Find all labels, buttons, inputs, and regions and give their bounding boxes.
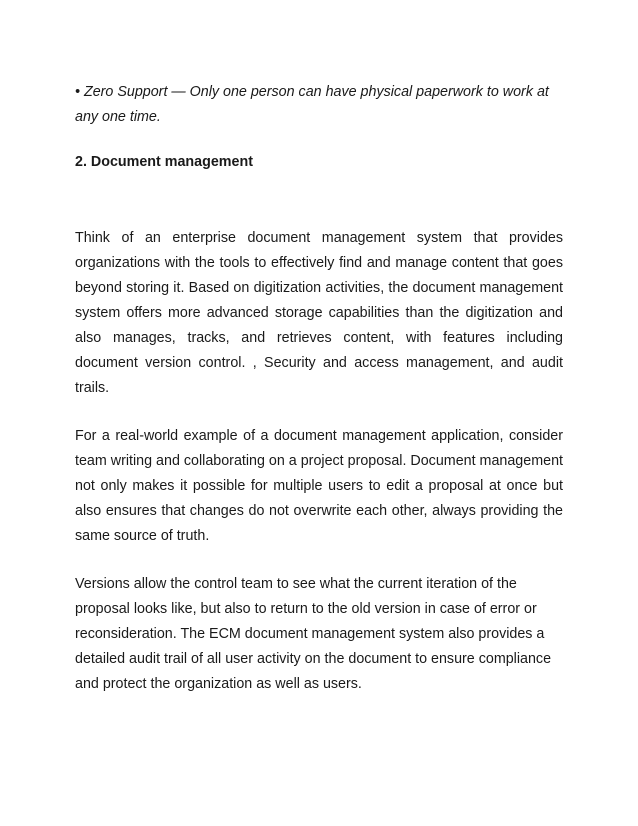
paragraph-example: For a real-world example of a document management application, consider team writing and collaborating on a project proposal. Document management not only makes it possible for multiple users to edit a proposal at once but also ensures that changes do not overwrite each other, always providing the same source of truth.	[75, 428, 563, 544]
paragraph-definition: Think of an enterprise document management system that provides organizations with the tools to effectively find and manage content that goes beyond storing it. Based on digitization activities, the document management system offers more advanced storage capabilities than the digitization and also manages, tracks, and retrieves content, with features including document version control. , Security and access management, and audit trails.	[75, 230, 563, 396]
paragraph-versions: Versions allow the control team to see what the current iteration of the proposal looks like, but also to return to the old version in case of error or reconsideration. The ECM document management system also provides a detailed audit trail of all user activity on the document to ensure compliance and protect the organization as well as users.	[75, 576, 552, 692]
section-heading: 2. Document management	[75, 154, 253, 170]
document-content	[75, 80, 563, 697]
bullet-point-zero-support: • Zero Support — Only one person can have physical paperwork to work at any one time.	[75, 84, 549, 125]
